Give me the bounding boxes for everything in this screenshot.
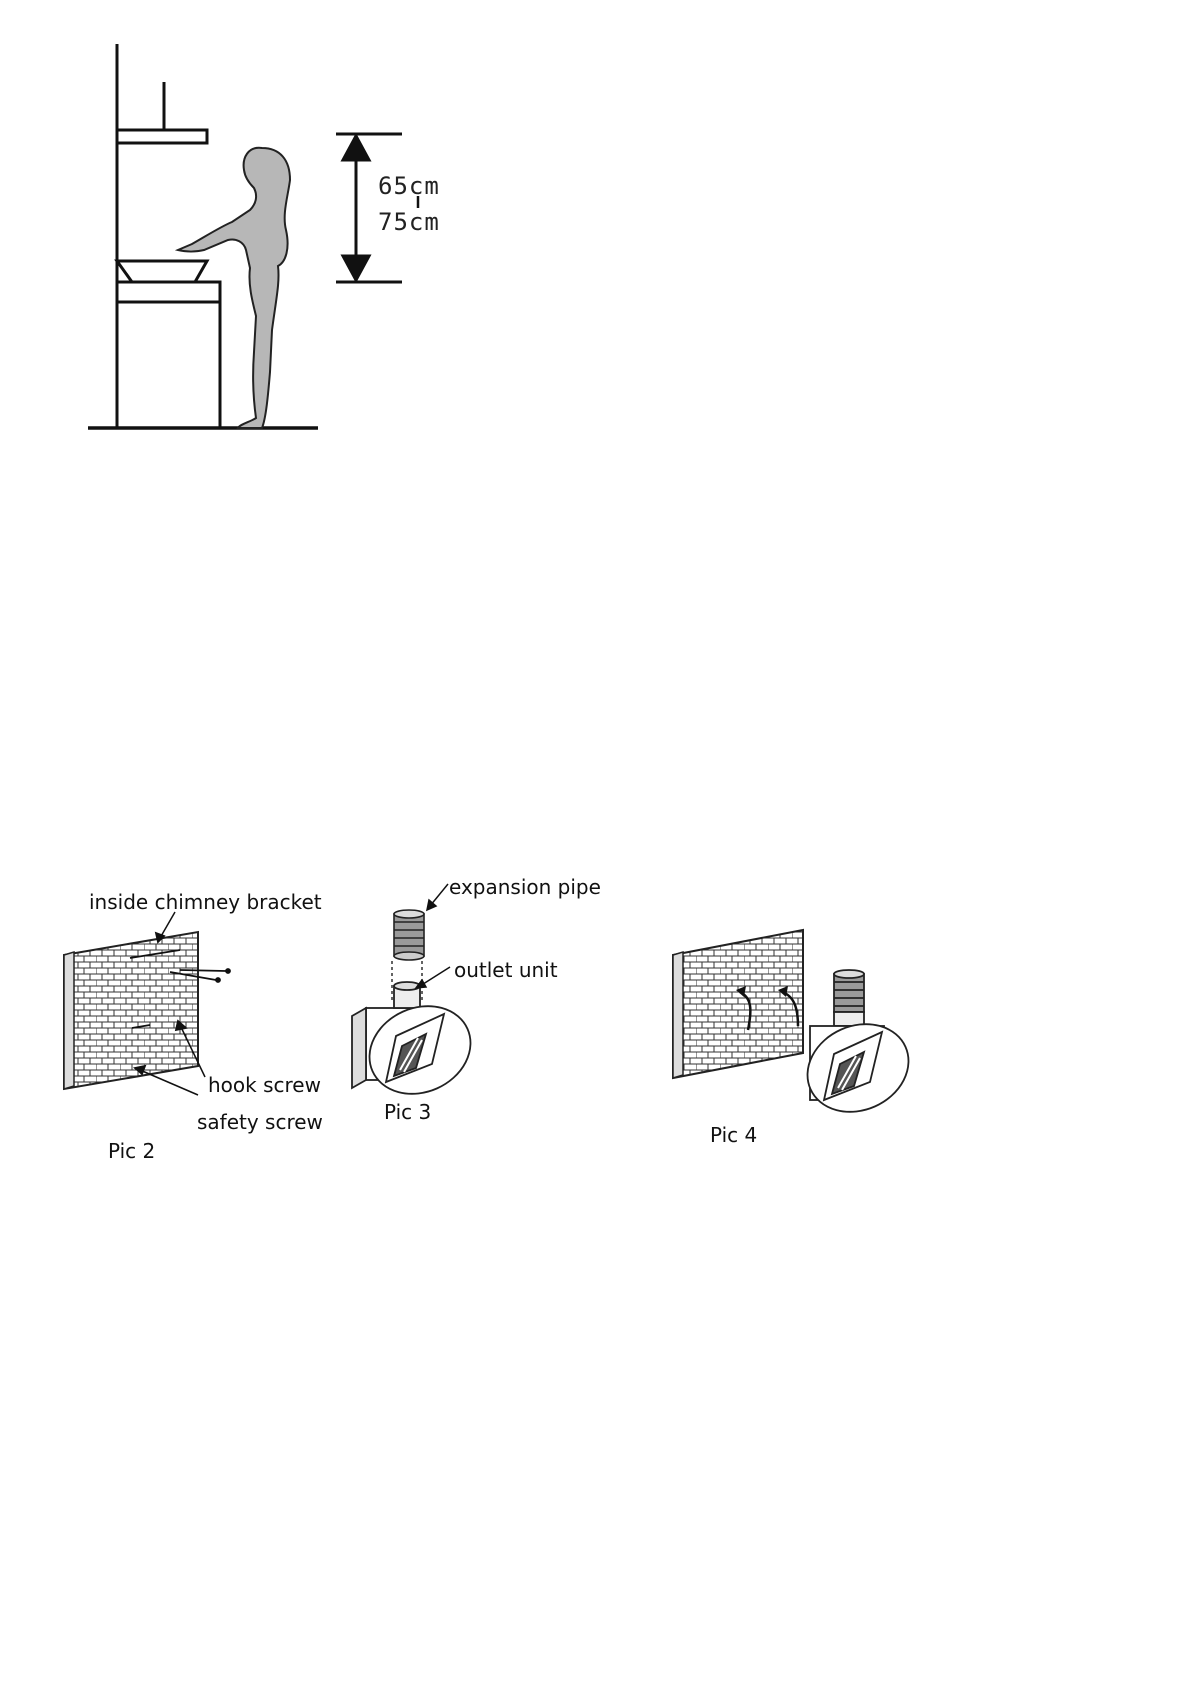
pic2-caption: Pic 2	[108, 1139, 156, 1163]
hook-screw-label: hook screw	[208, 1073, 321, 1097]
range-hood	[117, 130, 207, 143]
installation-height-figure	[0, 0, 470, 440]
height-min-label: 65cm	[378, 172, 440, 200]
pan	[117, 261, 207, 282]
pic4-caption: Pic 4	[710, 1123, 758, 1147]
height-max-label: 75cm	[378, 208, 440, 236]
bracket-label: inside chimney bracket	[89, 890, 322, 914]
outlet-unit-assembly	[793, 970, 922, 1128]
kitchen-cabinet	[117, 282, 220, 428]
safety-screw-label: safety screw	[197, 1110, 323, 1134]
expansion-pipe-label: expansion pipe	[449, 875, 601, 899]
outlet-unit-label: outlet unit	[454, 958, 558, 982]
pic3-caption: Pic 3	[384, 1100, 432, 1124]
brick-wall	[673, 930, 803, 1078]
